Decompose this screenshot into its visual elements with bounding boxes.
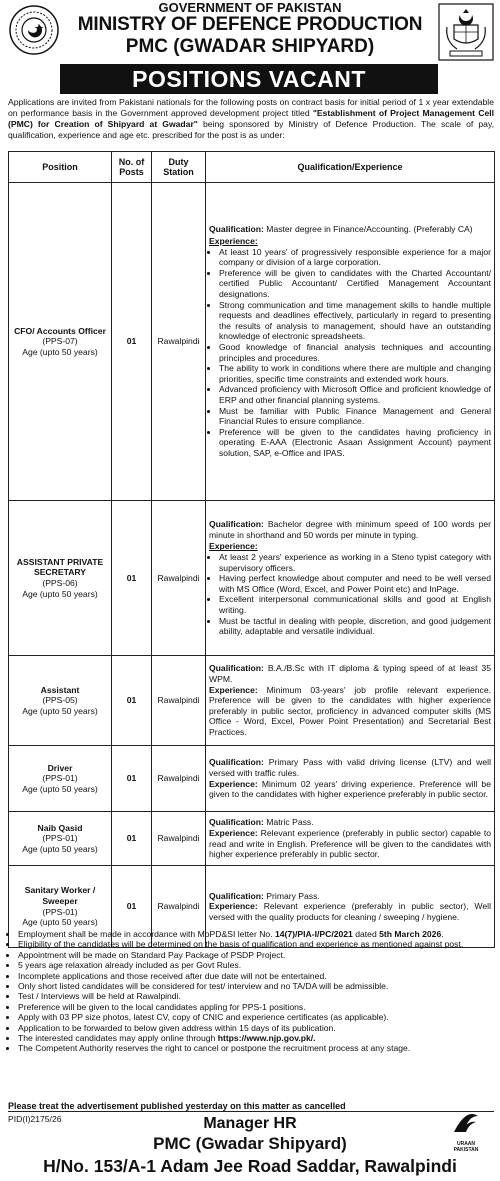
posts-count: 01: [112, 746, 152, 812]
list-item: • At least 10 years' of progressively responsible experience for a major company or division of a large corporation.: [219, 247, 491, 268]
header: [0, 0, 500, 66]
posts-count: 01: [112, 812, 152, 866]
ministry-heading: MINISTRY OF DEFENCE PRODUCTION: [77, 14, 423, 35]
contact-office: PMC (Gwadar Shipyard): [153, 1134, 347, 1153]
experience-label: Experience:: [209, 901, 258, 912]
qualification-label: Qualification:: [209, 519, 264, 530]
duty-station: Rawalpindi: [152, 866, 206, 948]
experience-text: Relevant experience (preferably in public sector) capable to read and write in English. Preference will be given to the candidates with higher experience preferably in public sector.: [209, 827, 491, 860]
age-limit: Age (upto 50 years): [22, 705, 98, 716]
experience-text: Relevant experience (preferably in public sector), Well versed with the quality products for cleaning / sweeping / hygiene.: [209, 901, 491, 922]
list-item: [18, 1033, 494, 1043]
posts-count: 01: [112, 183, 152, 501]
qualification-cell: [206, 183, 495, 501]
qualification-label: Qualification:: [209, 757, 264, 768]
letter-number: 14(7)/PIA-I/PC/2021: [274, 929, 353, 939]
experience-label: Experience:: [209, 541, 258, 552]
list-item: • The Competent Authority reserves the right to cancel or postpone the recruitment process at any stage.: [18, 1043, 494, 1053]
list-item: • Having perfect knowledge about computer and need to be well versed with MS Office (Word, Excel, and Power Point etc) and InPage.: [219, 573, 491, 594]
pay-scale: (PPS-07): [42, 336, 78, 347]
table-row: [9, 656, 495, 746]
position-title: ASSISTANT PRIVATE SECRETARY: [16, 556, 104, 578]
experience-label: Experience:: [209, 778, 258, 789]
table-row: [9, 746, 495, 812]
list-item: • Excellent interpersonal communicational skills and good at English writing.: [219, 594, 491, 615]
position-cell: [9, 183, 112, 501]
qualification-cell: [206, 656, 495, 746]
experience-text: Minimum 02 years' driving experience. Preference will be given to the candidates with higher experience preferably in public sector.: [209, 778, 491, 800]
positions-vacant-banner: POSITIONS VACANT: [60, 64, 438, 94]
list-item: • Preference will be given to the local candidates appling for PPS-1 positions.: [18, 1002, 494, 1012]
age-limit: Age (upto 50 years): [22, 346, 98, 357]
age-limit: Age (upto 50 years): [22, 588, 98, 599]
contact-address: H/No. 153/A-1 Adam Jee Road Saddar, Rawalpindi: [43, 1156, 457, 1176]
qualification-text: Bachelor degree with minimum speed of 100 words per minute in shorthand and 50 words per minute in typing.: [209, 519, 491, 540]
position-title: Assistant: [40, 684, 80, 695]
intro-text-2: being sponsored by Ministry of Defence Production. The scale of pay, qualification, experience and age etc. prescribed for the post is as under:: [8, 119, 494, 140]
list-item: • Only short listed candidates will be considered for test/ interview and no TA/DA will be admissible.: [18, 981, 494, 991]
government-heading: GOVERNMENT OF PAKISTAN: [158, 0, 342, 15]
list-item: • Application to be forwarded to below given address within 15 days of its publication.: [18, 1023, 494, 1033]
list-item: • Test / Interviews will be held at Rawalpindi.: [18, 991, 494, 1001]
experience-label: Experience:: [209, 236, 258, 247]
duty-station: Rawalpindi: [152, 812, 206, 866]
intro-text: Applications are invited from Pakistani nationals for the following posts on contract basis for initial period of 1 x year extendable on performance basis in the Government approved development project titled: [8, 97, 494, 118]
uraan-label-2: PAKISTAN: [453, 1147, 479, 1153]
uraan-icon: [451, 1112, 481, 1136]
cancellation-notice: Please treat the advertisement published yesterday on this matter as cancelled: [8, 1101, 346, 1111]
qualification-label: Qualification:: [209, 663, 264, 674]
column-header-station: Duty Station: [152, 152, 206, 183]
position-title: Driver: [47, 762, 73, 773]
qualification-label: Qualification:: [209, 817, 264, 828]
position-cell: [9, 812, 112, 866]
qualification-cell: [206, 746, 495, 812]
pmc-heading: PMC (GWADAR SHIPYARD): [125, 36, 375, 57]
contact-designation: Manager HR: [203, 1115, 297, 1132]
experience-list: [209, 247, 491, 459]
positions-table: [8, 151, 495, 948]
list-item: • At least 2 years' experience as working in a Steno typist category with supervisory officers.: [219, 552, 491, 573]
pay-scale: (PPS-01): [42, 833, 78, 844]
position-title: Naib Qasid: [37, 822, 83, 833]
qualification-cell: [206, 812, 495, 866]
list-item: • 5 years age relaxation already included as per Govt Rules.: [18, 960, 494, 970]
terms-and-conditions: [8, 929, 494, 1054]
intro-paragraph: [8, 97, 494, 141]
column-header-qualification: Qualification/Experience: [206, 152, 495, 183]
note-text: The interested candidates may apply online through: [18, 1033, 218, 1044]
pay-scale: (PPS-01): [42, 906, 78, 917]
qualification-cell: [206, 501, 495, 656]
posts-count: 01: [112, 656, 152, 746]
position-cell: [9, 501, 112, 656]
age-limit: Age (upto 50 years): [22, 783, 98, 794]
qualification-label: Qualification:: [209, 224, 264, 235]
qualification-text: Primary Pass.: [263, 890, 320, 901]
experience-label: Experience:: [209, 684, 258, 695]
state-emblem-icon: [438, 3, 494, 61]
age-limit: Age (upto 50 years): [22, 843, 98, 854]
apply-online-link[interactable]: https://www.njp.gov.pk/.: [217, 1033, 316, 1044]
list-item: • Must be familiar with Public Finance Management and General Financial Rules to ensure compliance.: [219, 406, 491, 427]
pay-scale: (PPS-01): [42, 773, 78, 784]
note-text: .: [441, 929, 444, 939]
experience-text: Minimum 03-years' job profile relevant experience. Preference will be given to the candidates with higher experience preferably in public sector, proficiency in advanced computer skills (MS Office - Word, Excel, Power Point Presentation) and Secretarial Best Practices.: [209, 684, 491, 737]
qualification-text: Matric Pass.: [263, 817, 314, 828]
list-item: • Must be tactful in dealing with people, discretion, and good judgement ability, adaptable and versatile individual.: [219, 616, 491, 637]
duty-station: Rawalpindi: [152, 501, 206, 656]
list-item: • Apply with 03 PP size photos, latest CV, copy of CNIC and experience certificates (as applicable).: [18, 1012, 494, 1022]
list-item: • Good knowledge of financial analysis techniques and accounting principles and procedures.: [219, 342, 491, 363]
pay-scale: (PPS-05): [42, 695, 78, 706]
project-title: "Establishment of Project Management Cell (PMC) for Creation of Shipyard at Gwadar": [8, 108, 494, 129]
list-item: • The ability to work in conditions where there are multiple and changing priorities, specific time constraints and extended work hours.: [219, 363, 491, 384]
table-row: [9, 812, 495, 866]
experience-list: [209, 552, 491, 637]
posts-count: 01: [112, 866, 152, 948]
experience-label: Experience:: [209, 827, 258, 838]
uraan-label: URAAN: [456, 1141, 476, 1147]
position-title: CFO/ Accounts Officer: [14, 325, 106, 336]
duty-station: Rawalpindi: [152, 656, 206, 746]
qualification-text: Primary Pass with valid driving license (LTV) and well versed with traffic rules.: [209, 757, 491, 778]
pid-number: PID(I)2175/26: [8, 1114, 62, 1124]
uraan-pakistan-logo: [446, 1112, 486, 1152]
column-header-posts: No. of Posts: [112, 152, 152, 183]
list-item: • Strong communication and time management skills to handle multiple requests and deadlines effectively, particularly in regard to presenting the results of analysis to management, should have an outstanding knowledge of electronic spreadsheets.: [219, 300, 491, 342]
duty-station: Rawalpindi: [152, 183, 206, 501]
qualification-label: Qualification:: [209, 890, 264, 901]
list-item: • Preference will be given to the candidates having proficiency in operating E-AAA (Electronic Asaan Assignment Account) payment solution, SAP, e-Office and IPAS.: [219, 427, 491, 459]
list-item: • Appointment will be made on Standard Pay Package of PSDP Project.: [18, 950, 494, 960]
list-item: [18, 929, 494, 939]
posts-count: 01: [112, 501, 152, 656]
table-header-row: [9, 152, 495, 183]
age-limit: Age (upto 50 years): [22, 917, 98, 928]
list-item: • Eligibility of the candidates will be determined on the basis of qualification and experience as mentioned against post.: [18, 939, 494, 949]
table-row: [9, 501, 495, 656]
note-text: dated: [352, 929, 380, 939]
column-header-position: Position: [9, 152, 112, 183]
table-row: [9, 183, 495, 501]
position-title: Sanitary Worker / Sweeper: [24, 885, 96, 906]
position-cell: [9, 746, 112, 812]
list-item: • Advanced proficiency with Microsoft Office and proficient knowledge of ERP and other financial planning systems.: [219, 384, 491, 405]
qualification-text: B.A./B.Sc with IT diploma & typing speed of at least 35 WPM.: [209, 663, 491, 685]
letter-date: 5th March 2026: [379, 929, 442, 939]
list-item: • Incomplete applications and those received after due date will not be entertained.: [18, 971, 494, 981]
footer-divider: [8, 1111, 494, 1112]
note-text: Employment shall be made in accordance with MoPD&SI letter No.: [18, 929, 275, 939]
duty-station: Rawalpindi: [152, 746, 206, 812]
position-cell: [9, 656, 112, 746]
list-item: • Preference will be given to candidates with the Charted Accountant/ certified Public Accountant/ Certified Management Accountant designations.: [219, 268, 491, 300]
qualification-text: Master degree in Finance/Accounting. (Preferably CA): [263, 224, 473, 235]
pay-scale: (PPS-06): [42, 578, 78, 588]
